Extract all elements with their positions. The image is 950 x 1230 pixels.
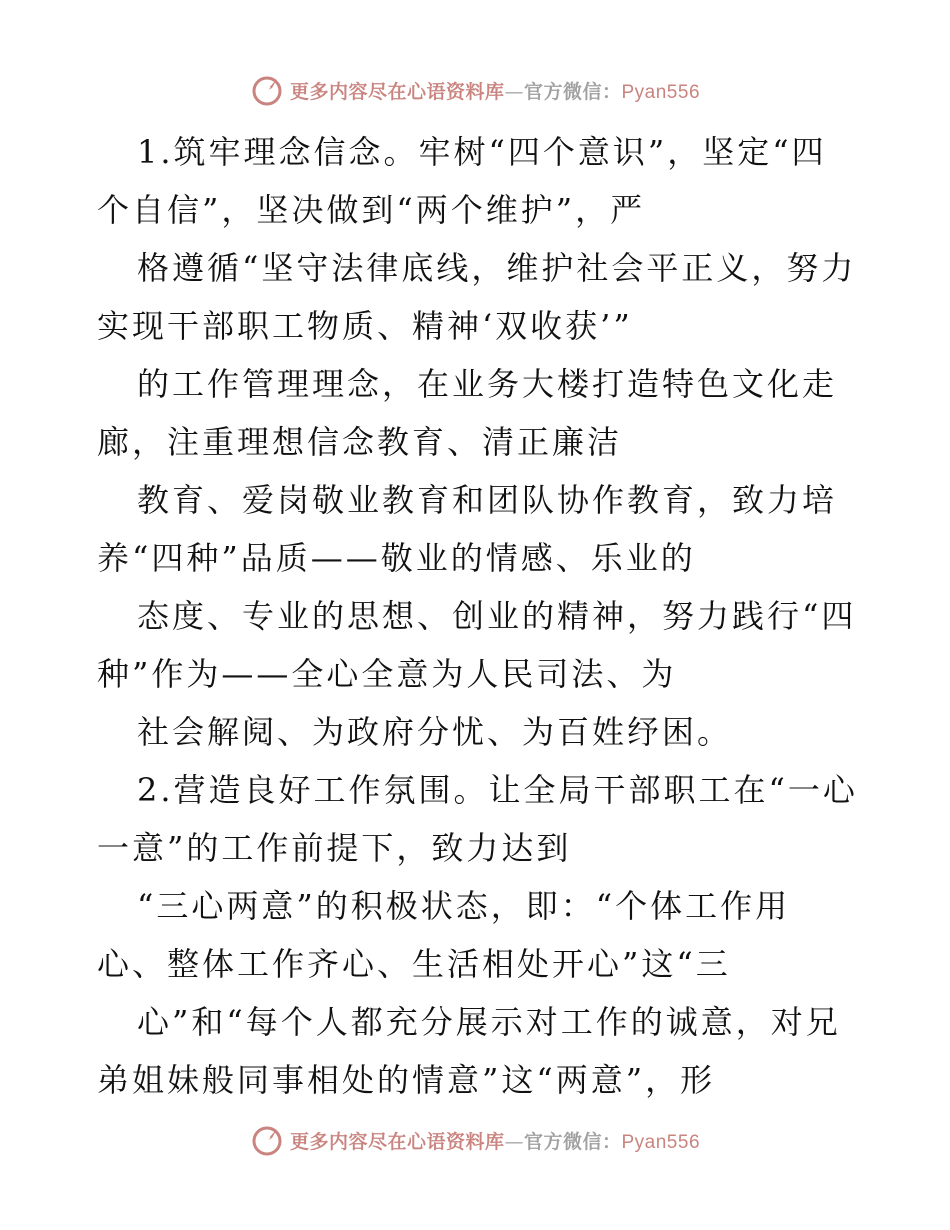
quill-in-circle-icon (250, 73, 284, 107)
footer-watermark (0, 1120, 950, 1160)
body-line: 格遵循“坚守法律底线，维护社会平正义，努力 (137, 249, 857, 287)
body-line: 2.营造良好工作氛围。让全局干部职工在“一心 (137, 771, 858, 809)
body-line: 一意”的工作前提下，致力达到 (97, 829, 572, 867)
body-line: 的工作管理理念，在业务大楼打造特色文化走 (137, 365, 838, 403)
body-line: 弟姐妹般同事相处的情意”这“两意”，形 (97, 1061, 716, 1099)
header-watermark (0, 70, 950, 110)
watermark-label: 官方微信： (523, 1130, 622, 1153)
body-line: 心”和“每个人都充分展示对工作的诚意，对兄 (137, 1003, 841, 1041)
watermark-dash: — (504, 1130, 524, 1153)
watermark-wechat-id: Pyan556 (621, 81, 701, 103)
watermark-brand: 更多内容尽在心语资料库 (289, 80, 505, 103)
watermark-brand: 更多内容尽在心语资料库 (289, 1130, 505, 1153)
body-line: 廊，注重理想信念教育、清正廉洁 (97, 423, 623, 461)
document-body (97, 123, 857, 1109)
body-line: 养“四种”品质——敬业的情感、乐业的 (97, 539, 696, 577)
watermark-label: 官方微信： (523, 80, 622, 103)
watermark-wechat-id: Pyan556 (621, 1131, 701, 1153)
body-line: 社会解阋、为政府分忧、为百姓纾困。 (137, 713, 733, 751)
watermark-dash: — (504, 80, 524, 103)
body-line: 1.筑牢理念信念。牢树“四个意识”，坚定“四 (137, 133, 827, 171)
quill-in-circle-icon (250, 1123, 284, 1157)
body-line: 种”作为——全心全意为人民司法、为 (97, 655, 677, 693)
body-line: 个自信”，坚决做到“两个维护”，严 (97, 191, 646, 229)
body-line: “三心两意”的积极状态，即：“个体工作用 (137, 887, 791, 925)
body-line: 实现干部职工物质、精神‘双收获’” (97, 307, 633, 345)
body-line: 教育、爱岗敬业教育和团队协作教育，致力培 (137, 481, 838, 519)
body-line: 态度、专业的思想、创业的精神，努力践行“四 (137, 597, 857, 635)
body-line: 心、整体工作齐心、生活相处开心”这“三 (97, 945, 731, 983)
